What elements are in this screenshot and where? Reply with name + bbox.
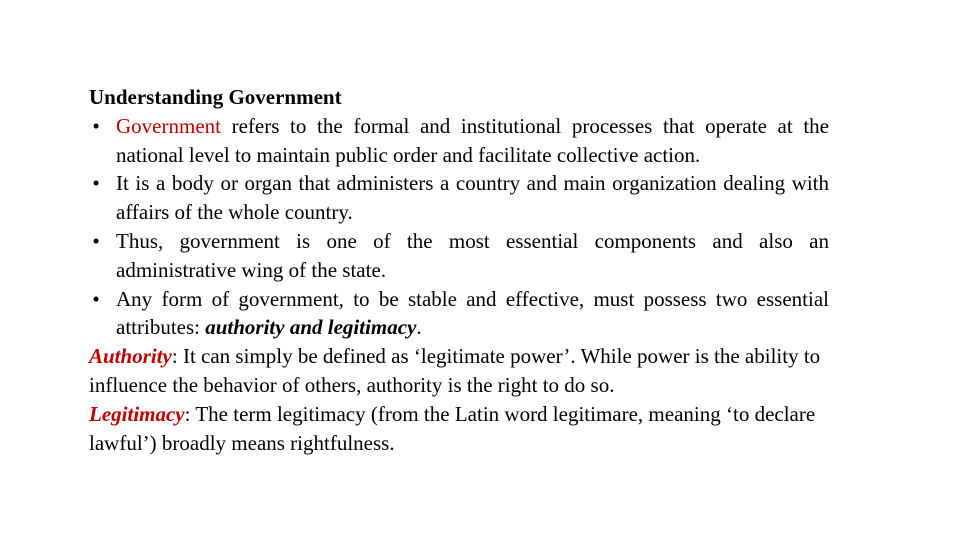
bullet-text: Any form of government, to be stable and effective, must possess two essential attributes: [116,286,829,340]
definition-authority [89,342,829,400]
bullet-dot: • [92,113,100,138]
bullet-item [89,285,829,343]
slide-title: Understanding Government [89,85,342,109]
bullet-emphasis: authority and legitimacy [205,315,417,340]
bullet-item [89,169,829,227]
bullet-dot: • [92,228,100,253]
bullet-text: refers to the formal and institutional processes that operate at the national level to maintain public order and facilitate collective action. [116,113,829,167]
bullet-lead-term: Government [116,113,221,138]
definition-term: Authority [89,344,172,369]
definition-text: : It can simply be defined as ‘legitimate power’. While power is the ability to influence the behavior of others, authority is the right to do so. [89,344,821,397]
bullet-text: Thus, government is one of the most essential components and also an administrative wing of the state. [116,228,829,282]
definition-legitimacy [89,400,829,458]
bullet-dot: • [92,171,100,196]
definition-term: Legitimacy [89,401,185,426]
slide-content [89,83,829,457]
bullet-item [89,112,829,170]
bullet-list [89,112,829,342]
bullet-tail: . [416,315,422,340]
bullet-item [89,227,829,285]
bullet-text: It is a body or organ that administers a country and main organization dealing with affairs of the whole country. [116,171,829,225]
bullet-dot: • [92,286,100,311]
definition-text: : The term legitimacy (from the Latin word legitimare, meaning ‘to declare lawful’) broadly means rightfulness. [89,401,816,455]
